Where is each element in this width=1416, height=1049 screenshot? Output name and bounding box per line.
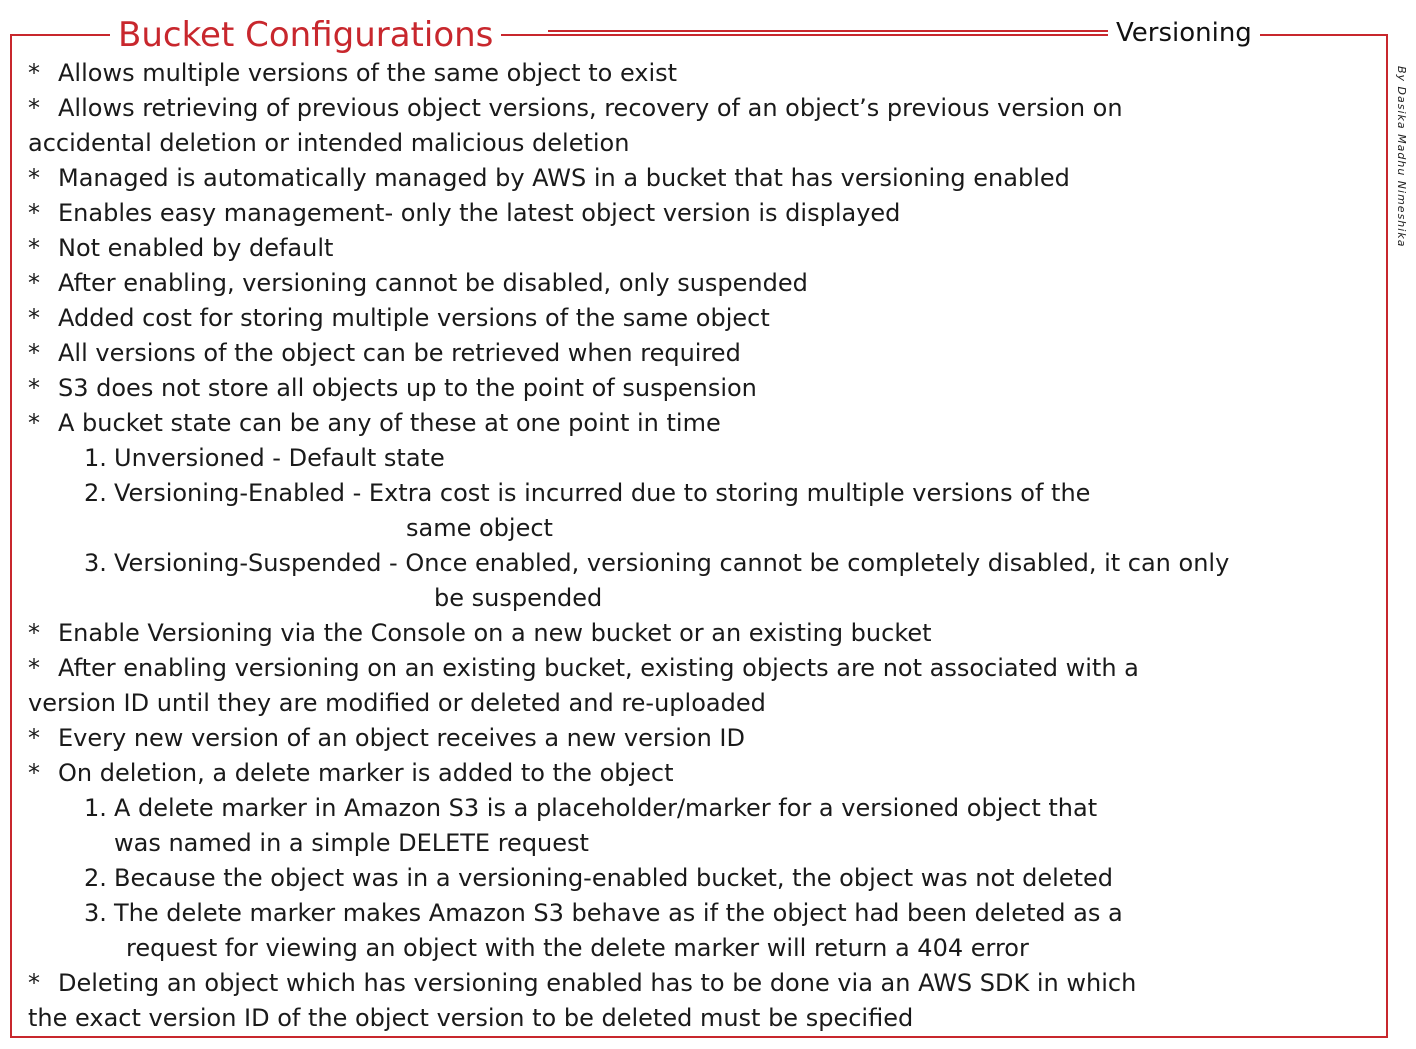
sub-item-unversioned: 1. Unversioned - Default state: [84, 444, 445, 472]
sub-item-delete-marker: 1. A delete marker in Amazon S3 is a placeholder/marker for a versioned object that: [84, 794, 1098, 822]
list-item: * Deleting an object which has versioning enabled has to be done via an AWS SDK in which: [28, 966, 1368, 1001]
bullet-icon: *: [28, 374, 40, 402]
list-item: * All versions of the object can be retrieved when required: [28, 336, 1368, 371]
list-item: * S3 does not store all objects up to the point of suspension: [28, 371, 1368, 406]
bullet-icon: *: [28, 619, 40, 647]
bullet-icon: *: [28, 339, 40, 367]
bullet-icon: *: [28, 304, 40, 332]
list-item: * Allows multiple versions of the same object to exist: [28, 56, 1368, 91]
list-item-continuation: the exact version ID of the object version to be deleted must be specified: [28, 1004, 914, 1032]
bullet-icon: *: [28, 969, 40, 997]
list-item: * Enables easy management- only the latest object version is displayed: [28, 196, 1368, 231]
sub-item-continuation: be suspended: [434, 584, 603, 612]
list-item: * A bucket state can be any of these at one point in time: [28, 406, 1368, 441]
list-item: * Not enabled by default: [28, 231, 1368, 266]
sub-item-versioning-suspended: 3. Versioning-Suspended - Once enabled, versioning cannot be completely disabled, it can only: [84, 549, 1230, 577]
bullet-icon: *: [28, 269, 40, 297]
bullet-icon: *: [28, 59, 40, 87]
sub-item-continuation: same object: [406, 514, 553, 542]
list-item: * After enabling versioning on an existing bucket, existing objects are not associated with a: [28, 651, 1368, 686]
page-title: Bucket Configurations: [110, 14, 501, 56]
list-item: * Enable Versioning via the Console on a new bucket or an existing bucket: [28, 616, 1368, 651]
bullet-icon: *: [28, 759, 40, 787]
bullet-icon: *: [28, 654, 40, 682]
sub-item-404: 3. The delete marker makes Amazon S3 behave as if the object had been deleted as a: [84, 899, 1123, 927]
bullet-icon: *: [28, 199, 40, 227]
sub-item-not-deleted: 2. Because the object was in a versioning-enabled bucket, the object was not deleted: [84, 864, 1114, 892]
list-item-continuation: accidental deletion or intended malicious deletion: [28, 129, 630, 157]
list-item: * Allows retrieving of previous object versions, recovery of an object’s previous version on: [28, 91, 1368, 126]
list-item: * Every new version of an object receives a new version ID: [28, 721, 1368, 756]
list-item: * Managed is automatically managed by AWS in a bucket that has versioning enabled: [28, 161, 1368, 196]
sub-item-continuation: request for viewing an object with the delete marker will return a 404 error: [126, 934, 1029, 962]
title-rule: [548, 30, 1114, 36]
bullet-icon: *: [28, 409, 40, 437]
sub-item-continuation: was named in a simple DELETE request: [114, 829, 589, 857]
list-item: * Added cost for storing multiple versions of the same object: [28, 301, 1368, 336]
bullet-icon: *: [28, 234, 40, 262]
list-item: * After enabling, versioning cannot be disabled, only suspended: [28, 266, 1368, 301]
bullet-icon: *: [28, 94, 40, 122]
list-item: * On deletion, a delete marker is added to the object: [28, 756, 1368, 791]
list-item-continuation: version ID until they are modified or deleted and re-uploaded: [28, 689, 766, 717]
bullet-icon: *: [28, 724, 40, 752]
section-subtitle: Versioning: [1108, 14, 1260, 52]
author-credit: By Dasika Madhu Nimeshika: [1395, 66, 1408, 248]
notes-content: [28, 56, 1368, 1036]
sub-item-versioning-enabled: 2. Versioning-Enabled - Extra cost is incurred due to storing multiple versions of the: [84, 479, 1091, 507]
bullet-icon: *: [28, 164, 40, 192]
